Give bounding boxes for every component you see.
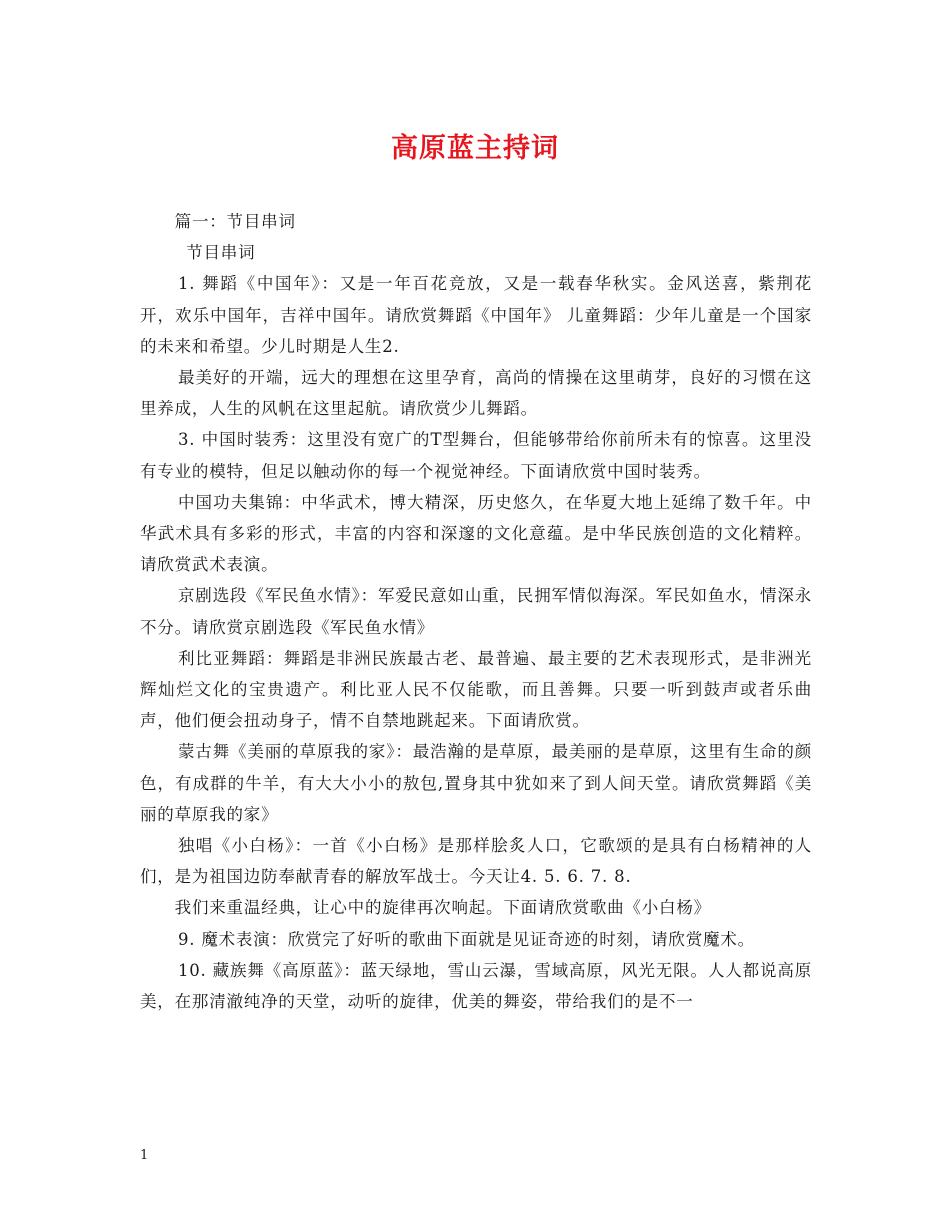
- document-body: [140, 206, 812, 1017]
- paragraph: 利比亚舞蹈：舞蹈是非洲民族最古老、最普遍、最主要的艺术表现形式，是非洲光辉灿烂文化的宝贵遗产。利比亚人民不仅能歌，而且善舞。只要一听到鼓声或者乐曲声，他们便会扭动身子，情不自禁地跳起来。下面请欣赏。: [140, 648, 812, 731]
- paragraph: 9. 魔术表演：欣赏完了好听的歌曲下面就是见证奇迹的时刻，请欣赏魔术。: [177, 929, 755, 949]
- paragraph: 最美好的开端，远大的理想在这里孕育，高尚的情操在这里萌芽，良好的习惯在这里养成，人生的风帆在这里起航。请欣赏少儿舞蹈。: [140, 368, 812, 419]
- section-heading: 篇一：节目串词: [174, 212, 296, 231]
- document-title: 高原蓝主持词: [391, 133, 559, 164]
- paragraph: 蒙古舞《美丽的草原我的家》：最浩瀚的是草原，最美丽的是草原，这里有生命的颜色，有成群的牛羊，有大大小小的敖包,置身其中犹如来了到人间天堂。请欣赏舞蹈《美丽的草原我的家》: [140, 742, 812, 824]
- page-number: 1: [140, 1148, 149, 1163]
- paragraph: 3. 中国时装秀：这里没有宽广的T型舞台，但能够带给你前所未有的惊喜。这里没有专业的模特，但足以触动你的每一个视觉神经。下面请欣赏中国时装秀。: [140, 430, 812, 481]
- paragraph: 中国功夫集锦：中华武术，博大精深，历史悠久，在华夏大地上延绵了数千年。中华武术具有多彩的形式，丰富的内容和深邃的文化意蕴。是中华民族创造的文化精粹。 请欣赏武术表演。: [140, 492, 812, 575]
- paragraph: 我们来重温经典，让心中的旋律再次响起。下面请欣赏歌曲《小白杨》: [174, 898, 711, 918]
- subsection-heading: 节目串词: [186, 243, 256, 263]
- paragraph: 京剧选段《军民鱼水情》：军爱民意如山重，民拥军情似海深。军民如鱼水，情深永不分。请欣赏京剧选段《军民鱼水情》: [140, 586, 812, 637]
- paragraph: 1. 舞蹈《中国年》：又是一年百花竞放，又是一载春华秋实。金风送喜，紫荆花开，欢乐中国年，吉祥中国年。请欣赏舞蹈《中国年》 儿童舞蹈：少年儿童是一个国家的未来和希望。少儿时期是人生2.: [140, 274, 812, 356]
- paragraph: 10. 藏族舞《高原蓝》：蓝天绿地，雪山云瀑，雪域高原，风光无限。人人都说高原美，在那清澈纯净的天堂，动听的旋律，优美的舞姿，带给我们的是不一: [140, 960, 812, 1012]
- paragraph: 独唱《小白杨》：一首《小白杨》是那样脍炙人口，它歌颂的是具有白杨精神的人们，是为祖国边防奉献青春的解放军战士。今天让4. 5. 6. 7. 8.: [140, 836, 812, 887]
